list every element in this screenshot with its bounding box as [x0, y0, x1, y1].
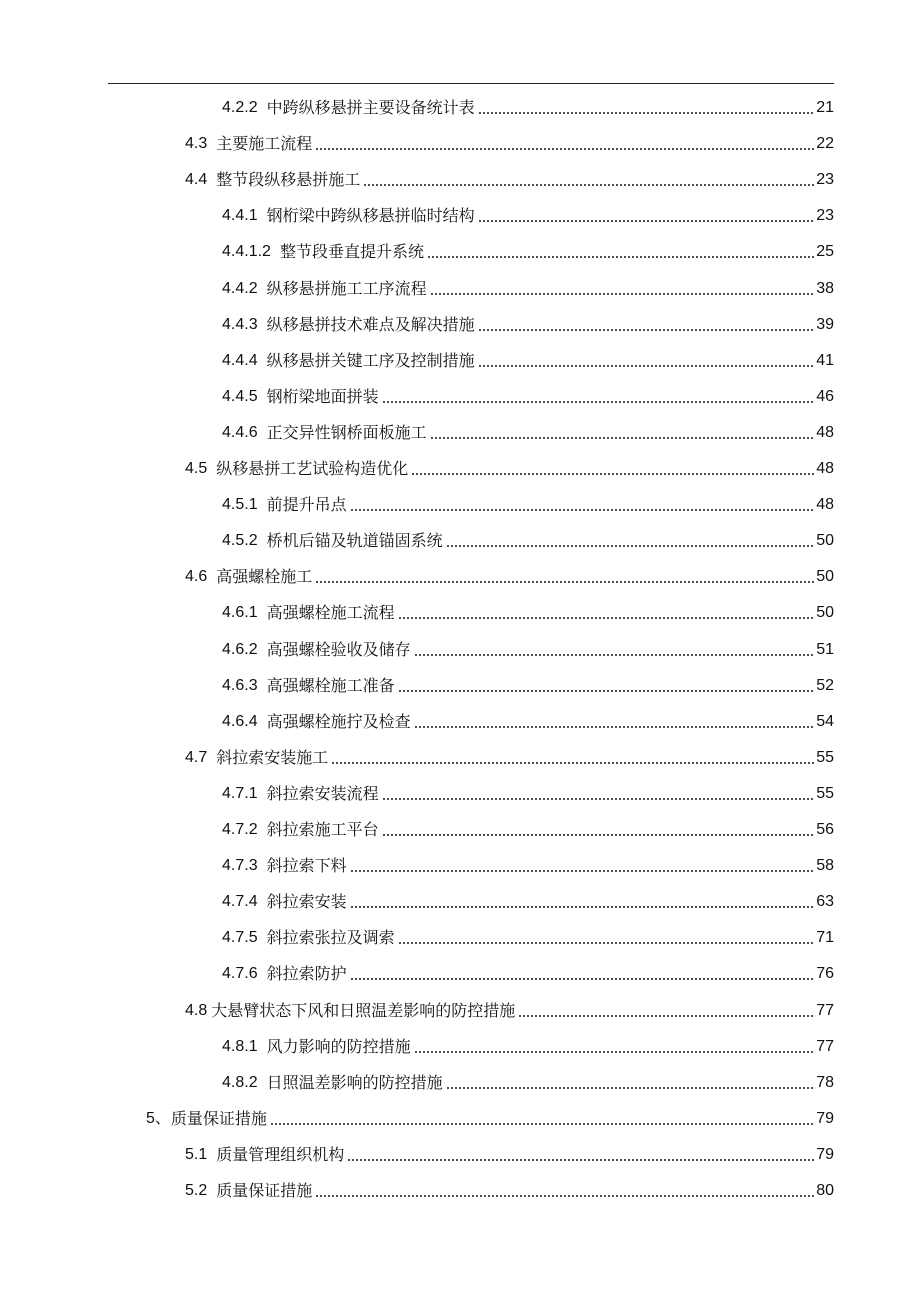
toc-entry-number: 4.6.3 [222, 676, 258, 694]
toc-entry-number: 4.7.6 [222, 965, 258, 983]
toc-entry-title: 斜拉索安装流程 [266, 783, 379, 803]
toc-entry[interactable] [222, 668, 834, 704]
toc-entry-page: 25 [816, 243, 834, 261]
toc-entry[interactable] [222, 704, 834, 740]
toc-entry-page: 79 [816, 1145, 834, 1163]
toc-entry-title: 纵移悬拼施工工序流程 [266, 278, 427, 298]
toc-entry[interactable] [222, 812, 834, 848]
toc-entry-page: 78 [816, 1073, 834, 1091]
toc-leader-dots [398, 676, 815, 696]
toc-leader-dots [350, 856, 815, 876]
toc-entry[interactable] [222, 415, 834, 451]
toc-entry[interactable] [222, 776, 834, 812]
toc-entry[interactable] [222, 920, 834, 956]
toc-entry-title: 纵移悬拼工艺试验构造优化 [216, 459, 409, 478]
toc-entry-title: 大悬臂状态下风和日照温差影响的防控措施 [211, 1000, 516, 1020]
toc-entry[interactable] [222, 379, 834, 415]
toc-leader-dots [350, 892, 815, 912]
toc-leader-dots [478, 315, 815, 335]
toc-entry-number: 4.4.5 [222, 387, 258, 405]
toc-entry-number: 4.6.4 [222, 712, 258, 730]
toc-entry-page: 50 [816, 568, 834, 586]
toc-entry-number: 4.5.2 [222, 532, 258, 550]
toc-entry-title: 日照温差影响的防控措施 [266, 1072, 443, 1092]
toc-entry-number: 4.6.2 [222, 640, 258, 658]
toc-entry-number: 4.7.3 [222, 857, 258, 875]
toc-leader-dots [382, 820, 815, 840]
toc-entry-number: 4.4.1 [222, 207, 258, 225]
toc-entry-page: 58 [816, 857, 834, 875]
toc-entry-title: 正交异性钢桥面板施工 [266, 422, 427, 442]
toc-leader-dots [315, 1181, 814, 1201]
toc-entry-page: 54 [816, 712, 834, 730]
toc-entry[interactable] [146, 1101, 834, 1137]
toc-entry-page: 23 [816, 171, 834, 189]
toc-entry-title: 中跨纵移悬拼主要设备统计表 [266, 98, 475, 117]
toc-entry-number: 4.4.1.2 [222, 243, 271, 261]
toc-entry-number: 4.2.2 [222, 99, 258, 116]
toc-entry-title: 斜拉索施工平台 [266, 820, 379, 839]
toc-leader-dots [478, 351, 815, 371]
toc-entry-title: 质量保证措施 [216, 1181, 313, 1200]
toc-entry-number: 4.4.6 [222, 423, 258, 441]
toc-leader-dots [414, 712, 815, 732]
toc-entry[interactable] [222, 884, 834, 920]
toc-leader-dots [446, 1073, 815, 1093]
toc-entry-number: 5、 [146, 1109, 171, 1127]
toc-entry-number: 4.6.1 [222, 604, 258, 622]
toc-entry[interactable] [185, 451, 834, 487]
toc-entry-title: 斜拉索张拉及调索 [266, 928, 395, 948]
toc-entry-page: 38 [816, 279, 834, 297]
toc-entry-page: 80 [816, 1182, 834, 1199]
toc-entry-number: 4.3 [185, 135, 208, 153]
toc-entry-page: 76 [816, 965, 834, 983]
toc-entry-title: 整节段垂直提升系统 [279, 242, 424, 262]
toc-entry-number: 4.8 [185, 1001, 208, 1019]
toc-entry-page: 52 [816, 676, 834, 694]
toc-entry-page: 63 [816, 893, 834, 911]
toc-entry-page: 50 [816, 532, 834, 550]
toc-entry[interactable] [222, 198, 834, 234]
toc-entry[interactable] [185, 740, 834, 776]
toc-entry-page: 55 [816, 748, 834, 766]
toc-entry-number: 5.2 [185, 1182, 208, 1199]
toc-entry-number: 5.1 [185, 1145, 208, 1163]
toc-entry-page: 71 [816, 929, 834, 947]
toc-entry[interactable] [222, 595, 834, 631]
toc-leader-dots [315, 134, 814, 154]
toc-entry-page: 79 [816, 1109, 834, 1127]
toc-entry[interactable] [185, 559, 834, 595]
toc-entry-title: 纵移悬拼关键工序及控制措施 [266, 350, 475, 370]
toc-leader-dots [478, 98, 815, 118]
toc-leader-dots [427, 242, 814, 262]
toc-leader-dots [398, 928, 815, 948]
toc-entry-number: 4.5 [185, 460, 208, 477]
toc-entry-title: 主要施工流程 [216, 134, 313, 154]
toc-entry-number: 4.8.2 [222, 1073, 258, 1091]
toc-entry-page: 41 [816, 351, 834, 369]
toc-entry-page: 21 [816, 99, 834, 116]
toc-entry-page: 23 [816, 207, 834, 225]
toc-entry-page: 48 [816, 423, 834, 441]
toc-entry-number: 4.8.1 [222, 1037, 258, 1055]
toc-entry-page: 51 [816, 640, 834, 658]
toc-entry[interactable] [185, 993, 834, 1029]
toc-leader-dots [363, 170, 814, 190]
toc-entry-number: 4.4.3 [222, 315, 258, 333]
toc-entry[interactable] [222, 1029, 834, 1065]
toc-entry[interactable] [222, 343, 834, 379]
toc-entry-page: 22 [816, 135, 834, 153]
toc-entry-page: 77 [816, 1001, 834, 1019]
toc-entry-page: 55 [816, 784, 834, 802]
toc-entry[interactable] [222, 487, 834, 523]
toc-entry-title: 斜拉索安装施工 [216, 747, 329, 767]
toc-entry-title: 高强螺栓施工准备 [266, 675, 395, 695]
toc-entry-title: 斜拉索防护 [266, 964, 347, 984]
toc-entry[interactable] [222, 1065, 834, 1101]
toc-entry-number: 4.7.4 [222, 893, 258, 911]
toc-leader-dots [270, 1109, 814, 1129]
toc-entry-title: 前提升吊点 [266, 495, 347, 515]
toc-entry[interactable] [185, 126, 834, 162]
toc-entry-number: 4.4 [185, 171, 208, 189]
toc-entry-number: 4.7.2 [222, 821, 258, 838]
toc-leader-dots [446, 531, 815, 551]
toc-entry-page: 39 [816, 315, 834, 333]
toc-entry[interactable] [185, 162, 834, 198]
toc-entry-title: 质量保证措施 [170, 1108, 267, 1128]
toc-entry-title: 钢桁梁地面拼装 [266, 386, 379, 406]
toc-entry-number: 4.7.1 [222, 784, 258, 802]
toc-entry[interactable] [222, 848, 834, 884]
toc-leader-dots [398, 603, 815, 623]
toc-entry-title: 高强螺栓验收及储存 [266, 639, 411, 659]
toc-entry[interactable] [222, 271, 834, 307]
toc-entry-page: 46 [816, 387, 834, 405]
toc-entry-title: 桥机后锚及轨道锚固系统 [266, 531, 443, 551]
toc-entry[interactable] [185, 1137, 834, 1173]
toc-leader-dots [382, 784, 815, 804]
toc-entry[interactable] [222, 90, 834, 126]
toc-entry-number: 4.7 [185, 748, 208, 766]
toc-entry-title: 高强螺栓施工流程 [266, 603, 395, 623]
toc-entry-title: 高强螺栓施工 [216, 567, 313, 587]
toc-entry-page: 48 [816, 496, 834, 514]
toc-entry-title: 整节段纵移悬拼施工 [216, 170, 361, 190]
toc-leader-dots [414, 1037, 815, 1057]
toc-entry-title: 钢桁梁中跨纵移悬拼临时结构 [266, 206, 475, 226]
toc-leader-dots [350, 964, 815, 984]
toc-entry-page: 77 [816, 1037, 834, 1055]
toc-leader-dots [430, 423, 815, 443]
toc-leader-dots [411, 459, 814, 479]
toc-entry[interactable] [222, 956, 834, 992]
toc-leader-dots [347, 1145, 814, 1165]
toc-leader-dots [382, 387, 815, 407]
toc-entry-number: 4.5.1 [222, 496, 258, 514]
toc-leader-dots [350, 495, 815, 515]
toc-entry-page: 48 [816, 460, 834, 477]
toc-entry[interactable] [222, 523, 834, 559]
toc-entry-title: 斜拉索安装 [266, 892, 347, 912]
toc-entry-page: 56 [816, 821, 834, 838]
toc-entry-title: 质量管理组织机构 [216, 1144, 345, 1164]
toc-leader-dots [518, 1001, 814, 1021]
toc-entry[interactable] [222, 234, 834, 270]
toc-entry-number: 4.4.2 [222, 279, 258, 297]
toc-leader-dots [478, 206, 815, 226]
toc-entry-number: 4.7.5 [222, 929, 258, 947]
toc-entry-title: 斜拉索下料 [266, 856, 347, 876]
toc-entry-page: 50 [816, 604, 834, 622]
toc-entry-title: 纵移悬拼技术难点及解决措施 [266, 314, 475, 334]
toc-entry[interactable] [185, 1173, 834, 1209]
toc-entry-number: 4.4.4 [222, 351, 258, 369]
toc-entry[interactable] [222, 632, 834, 668]
toc-leader-dots [315, 567, 814, 587]
toc-entry-title: 风力影响的防控措施 [266, 1036, 411, 1056]
toc-leader-dots [414, 640, 815, 660]
header-rule [108, 83, 834, 84]
toc-entry-title: 高强螺栓施拧及检查 [266, 711, 411, 731]
toc-entry[interactable] [222, 307, 834, 343]
toc-leader-dots [430, 279, 815, 299]
toc-entry-number: 4.6 [185, 568, 208, 586]
toc-leader-dots [331, 748, 814, 768]
